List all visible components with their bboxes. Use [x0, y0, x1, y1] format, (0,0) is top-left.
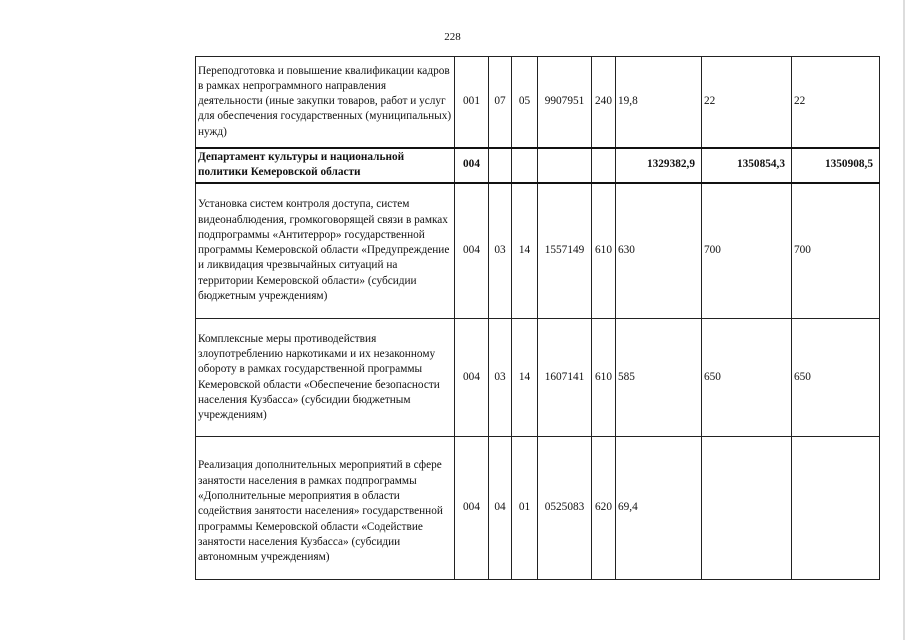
amount-year-2 [702, 437, 792, 580]
subsection-code: 14 [512, 319, 538, 437]
type-code: 240 [592, 57, 616, 148]
section-code: 03 [489, 319, 512, 437]
table-row [196, 183, 880, 319]
section-code: 07 [489, 57, 512, 148]
section-code: 04 [489, 437, 512, 580]
amount-year-2: 22 [702, 57, 792, 148]
amount-year-1: 630 [616, 183, 702, 319]
type-code [592, 148, 616, 183]
amount-year-3: 22 [792, 57, 880, 148]
target-code: 9907951 [538, 57, 592, 148]
row-description: Установка систем контроля доступа, систем видеонаблюдения, громкоговорящей связи в рамках подпрограммы «Антитеррор» государственной программы Кемеровской области «Предупреждение и ликвидация чрезвычайных ситуаций на территории Кемеровской области» (субсидии бюджетным учреждениям) [196, 183, 455, 319]
dept-code: 001 [455, 57, 489, 148]
target-code [538, 148, 592, 183]
table-row [196, 437, 880, 580]
type-code: 610 [592, 319, 616, 437]
table-row [196, 148, 880, 183]
target-code: 1607141 [538, 319, 592, 437]
page-number: 228 [444, 31, 461, 43]
amount-year-3: 700 [792, 183, 880, 319]
section-code [489, 148, 512, 183]
amount-year-1: 585 [616, 319, 702, 437]
amount-year-2: 650 [702, 319, 792, 437]
type-code: 620 [592, 437, 616, 580]
amount-year-1: 19,8 [616, 57, 702, 148]
subsection-code: 14 [512, 183, 538, 319]
budget-table [195, 56, 880, 580]
table-row [196, 319, 880, 437]
target-code: 0525083 [538, 437, 592, 580]
subsection-code [512, 148, 538, 183]
dept-code: 004 [455, 437, 489, 580]
amount-year-3: 650 [792, 319, 880, 437]
row-description: Реализация дополнительных мероприятий в сфере занятости населения в рамках подпрограммы «Дополнительные мероприятия в области содействия занятости населения» государственной программы Кемеровской области «Содействие занятости населения Кузбасса» (субсидии автономным учреждениям) [196, 437, 455, 580]
amount-year-2: 1350854,3 [702, 148, 792, 183]
amount-year-3: 1350908,5 [792, 148, 880, 183]
amount-year-1: 1329382,9 [616, 148, 702, 183]
dept-code: 004 [455, 183, 489, 319]
dept-code: 004 [455, 148, 489, 183]
subsection-code: 05 [512, 57, 538, 148]
amount-year-2: 700 [702, 183, 792, 319]
subsection-code: 01 [512, 437, 538, 580]
type-code: 610 [592, 183, 616, 319]
row-description: Переподготовка и повышение квалификации кадров в рамках непрограммного направления деятельности (иные закупки товаров, работ и услуг для обеспечения государственных (муниципальных) нужд) [196, 57, 455, 148]
amount-year-1: 69,4 [616, 437, 702, 580]
table-row [196, 57, 880, 148]
section-code: 03 [489, 183, 512, 319]
dept-code: 004 [455, 319, 489, 437]
row-description: Комплексные меры противодействия злоупотреблению наркотиками и их незаконному обороту в рамках государственной программы Кемеровской области «Обеспечение безопасности населения Кузбасса» (субсидии бюджетным учреждениям) [196, 319, 455, 437]
target-code: 1557149 [538, 183, 592, 319]
row-description: Департамент культуры и национальной политики Кемеровской области [196, 148, 455, 183]
amount-year-3 [792, 437, 880, 580]
